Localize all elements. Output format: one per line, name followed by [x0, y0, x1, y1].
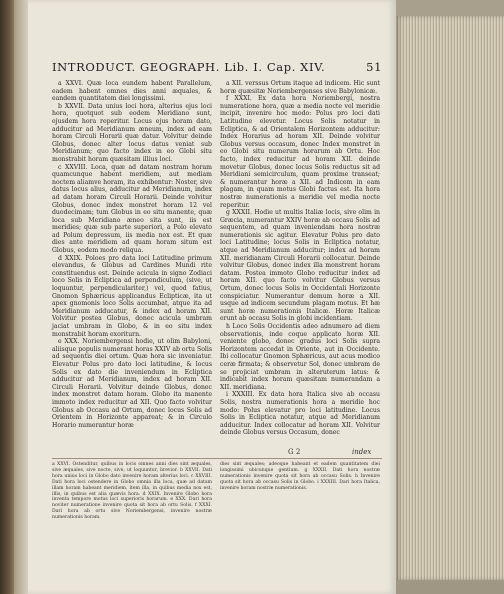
page-number: 51 — [366, 60, 382, 74]
background-top — [396, 0, 504, 16]
paragraph: g XXXII. Hodie ut multis Italiæ locis, sive olim in Græcia, numerantur XXIV horæ ab occasu Solis ad sequentem, ad quam inveniendam hora nostræ numerationis sic agitur. Elevatur Polus pro dato loci Latitudine; locus Solis in Ecliptica notatur, atque ad Meridianum adducitur; index ad horam XII. meridianam Circuli Horarii collocatur. Deinde volvitur Globus, donec index illa monstrent horam datam. Postea immoto Globo reducitur index ad horam XII. quo facto volvitur Globus versus Ortum, donec locus Solis in Occidentali Horizonte conspiciatur. Numerantur demum horæ a XII. usque ad indicem secundum plagam motus. Et hæ sunt horæ numerationis Italicæ. Horæ Italicæ erunt ab occasu Solis in globi incidentiam. — [220, 209, 380, 323]
paragraph: f XXXI. Ex data hora Noriembergi, nostra numeratione hora, quæ a media nocte vel meridie incipit, invenire hoc modo: Polus pro loci dati Latitudine elevetur. Locus Solis notatur in Ecliptica, & ad Orientalem Horizontem adducitur: Index Horarius ad horam XII. Deinde volvitur Globus versus occasum, donec Index monstret in eo Globi situ numerum horarum ab Ortu. Hoc facto, index reducitur ad horam XII. deinde movetur Globus, donec locus Solis reductus sit ad Meridiani semicirculum, quam proxime transeat; & numerantur horæ a XII. ad Indicem in eam plagam, in quam motus Globi factus est. Ita hora nostræ numerationis a meridie vel media nocte reperitur. — [220, 95, 380, 209]
paragraph: e XXX. Noriembergensi hodie, ut olim Babyloni, aliisque populis numerant horas XXIV ab ortu Solis ad sequentis diei ortum. Quæ hora sic inveniatur. Elevatur Polus pro dato loci latitudine, & locus Solis ex dato die inveniendum in Ecliptica adducitur ad Meridianum, index ad horam XII. Circuli Horarii. Volvitur deinde Globus, donec index monstret datam horam. Globo ita manente immoto index reducitur ad XII. Quo facto volvitur Globus ab Occasu ad Ortum, donec locus Solis ad Orientem in Horizonte appareat; & in Circulo Horario numerantur horæ — [52, 338, 212, 429]
catchword: index — [352, 448, 372, 456]
left-page-edge — [14, 0, 28, 594]
book-spine — [0, 0, 14, 594]
running-header — [52, 60, 382, 76]
running-title: INTRODUCT. GEOGRAPH. Lib. I. Cap. XIV. — [52, 60, 326, 74]
paragraph: c XXVIII. Loca, quæ ad datam nostram horam quamcunque habent meridiem, aut mediam noctem aliamve horam, ita exhibentur: Noster, sive datus locus alius, adducitur ad Meridianum, index ad datam horam Circuli Horarii. Deinde volvitur Globus, donec index monstret horam 12 vel duodecimam; tum Globus in eo situ manente, quæ loca sub Meridiano æneo sita sunt, iis est meridies; quæ sub parte superiori, a Polo elevato ad Polum depressum, iis media nox est. Et quæ dies ante meridiem ad quam horam situm est Globus, eodem modo reliqua. — [52, 163, 212, 255]
paragraph: a XII. verssus Ortum itaque ad indicem. Hic sunt horæ quæsitæ Noriembergenses sive Babylonicæ. — [220, 80, 380, 95]
paragraph: i XXXIII. Ex data hora Italica sive ab occasu Solis, nostra numerationis hora a meridie hoc modo: Polus elevatur pro loci latitudine. Locus Solis in Ecliptica notatur, atque ad Meridianum adducitur. Index collocatur ad horam XII. Volvitur deinde Globus versus Occasum, donec — [220, 391, 380, 437]
paragraph: a XXVI. Quæ loca eundem habent Parallelum, eadem habent omnes dies anni æquales, & eandem quantitatem diei longissimi. — [52, 80, 212, 103]
background-bottom — [396, 580, 504, 594]
paragraph: b XXVII. Data unius loci hora, alterius ejus loci hora, quotquot sub eodem Meridiano sunt, ejusdem hora reperitur. Locus ejus horam dato, adducitur ad Meridianum æneum, index ad eam horam Circuli Horarii quæ datur. Volvitur deinde Globus, donec alter locus datus veniat sub Meridianum; quo facto index in eo Globi situ monstrabit horam quæsitam illius loci. — [52, 102, 212, 163]
right-column — [220, 80, 380, 502]
paragraph: h Loco Solis Occidentis adeo adnumero ad diem observationis, inde coque applicato horæ XII. veniente globo, donec gradus loci Solis supra Horizontem accedat in Oriente, aut in Occidente. Ibi collocatur Gnomon Sphæricus, aut acus modico ceræ firmata; & observetur Sol, donec umbram de se projiciat umbram in alteruterum latus: & indicabit index horam quæsitam numerandam a XII. meridiana. — [220, 323, 380, 391]
footnote-rule — [52, 458, 382, 459]
footnotes-left: a XXVI. Ostenditur, quibus in locis omnes anni dies sint æquales, sive æquales, sive nocte, sive, ut loquuntur, brevior. b XXVII. Dati hora unius loci in Globo dato invenire horam alterius loci. c XXVIII. Dati hora loci ostendere in Globo omnia illa loca, quæ ad datam illam horam habeant meridiem, item illa, in quibus media nox est, illis, in quibus est alia quævis hora. d XXIX. Invenire Globo hora inventa tempore motus loci superioris horarum. e XXX. Dari hora noviter numeratione invenire quota sit hora ab ortu Solis. f XXXI. Dari hora ab ortu sive Noriembergensi, invenire nostræ numerationis horam. — [52, 462, 212, 521]
page-edges — [396, 16, 504, 580]
footnotes-right: dies sint æquales; adeoque habeant et eadem quantitatem diei longissimi ubicunque gentium. g XXXII. Dati hora nostræ numerationis invenire quota sit hora ab occasu Solis. h Invenire quota sit hora ab occasu Solis in Globo. i XXXIII. Dari hora Italica, invenire horam nostræ numerationis. — [220, 462, 380, 491]
paragraph: d XXIX. Poloes pro data loci Latitudine primum elevandus, & Globus ad Cardines Mundi rite constituendus est. Deinde acicula in signo Zodiaci loco Solis in Ecliptica ad perpendiculum, (sive, ut loquuntur, perpendiculariter,) vel, quod fatius, Gnomon Sphæricus applicandus Eclipticæ, ita ut apex gnomonis loco Solis accumbat, atque ita ad Meridianum adducatur, & index ad horam XII. Volvitur postea Globus, donec acicula umbram jaciat umbram in Globo, & in eo situ index monstrabit horam exoriturn. — [52, 254, 212, 338]
left-column — [52, 80, 212, 450]
signature-mark: G 2 — [288, 448, 301, 456]
